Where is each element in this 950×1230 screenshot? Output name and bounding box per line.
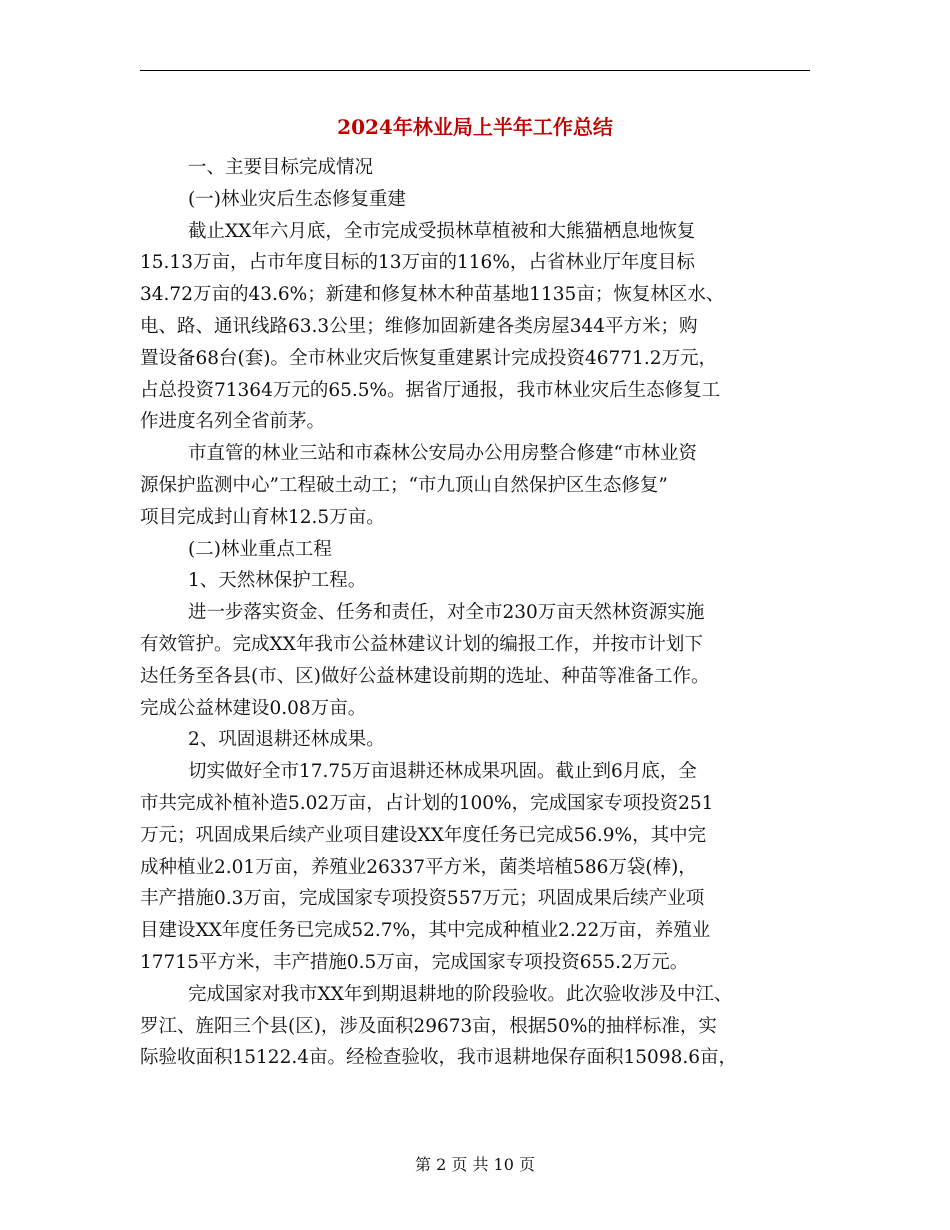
body-line: 一、主要目标完成情况 — [188, 157, 374, 178]
body-line: 丰产措施0.3万亩，完成国家专项投资557万元；巩固成果后续产业项 — [140, 888, 705, 910]
body-line: 罗江、旌阳三个县(区)，涉及面积29673亩，根据50%的抽样标准，实 — [140, 1015, 717, 1037]
body-line: 17715平方米，丰产措施0.5万亩，完成国家专项投资655.2万元。 — [140, 951, 689, 973]
body-line: 市直管的林业三站和市森林公安局办公用房整合修建“市林业资 — [188, 443, 697, 465]
body-line: 进一步落实资金、任务和责任，对全市230万亩天然林资源实施 — [188, 602, 705, 624]
body-line: 34.72万亩的43.6%；新建和修复林木种苗基地1135亩；恢复林区水、 — [140, 284, 725, 306]
page-footer: 第 2 页 共 10 页 — [415, 1155, 535, 1174]
body-line: 截止XX年六月底，全市完成受损林草植被和大熊猫栖息地恢复 — [188, 220, 696, 242]
body-line: 万元；巩固成果后续产业项目建设XX年度任务已完成56.9%，其中完 — [140, 824, 707, 846]
body-line: 切实做好全市17.75万亩退耕还林成果巩固。截止到6月底，全 — [188, 761, 697, 783]
body-line: 完成公益林建设0.08万亩。 — [140, 697, 367, 719]
body-line: 置设备68台(套)。全市林业灾后恢复重建累计完成投资46771.2万元， — [140, 347, 717, 369]
body-line: 有效管护。完成XX年我市公益林建议计划的编报工作，并按市计划下 — [140, 633, 703, 655]
body-line: 目建设XX年度任务已完成52.7%，其中完成种植业2.22万亩，养殖业 — [140, 920, 711, 942]
document-body — [140, 152, 812, 1074]
body-line: 作进度名列全省前茅。 — [140, 411, 326, 433]
body-line: 际验收面积15122.4亩。经检查验收，我市退耕地保存面积15098.6亩， — [140, 1047, 738, 1069]
body-line: 2、巩固退耕还林成果。 — [188, 729, 385, 751]
document-title: 2024年林业局上半年工作总结 — [337, 115, 613, 139]
body-line: 完成国家对我市XX年到期退耕地的阶段验收。此次验收涉及中江、 — [188, 983, 733, 1005]
body-line: 市共完成补植补造5.02万亩，占计划的100%，完成国家专项投资251 — [140, 792, 714, 814]
body-line: 15.13万亩，占市年度目标的13万亩的116%，占省林业厅年度目标 — [140, 252, 695, 274]
body-line: 电、路、通讯线路63.3公里；维修加固新建各类房屋344平方米；购 — [140, 315, 698, 337]
body-line: (一)林业灾后生态修复重建 — [188, 188, 406, 210]
body-line: 占总投资71364万元的65.5%。据省厅通报，我市林业灾后生态修复工 — [140, 379, 721, 401]
header-rule — [140, 70, 810, 71]
body-line: 达任务至各县(市、区)做好公益林建设前期的选址、种苗等准备工作。 — [140, 665, 710, 687]
body-line: 项目完成封山育林12.5万亩。 — [140, 506, 385, 528]
body-line: 1、天然林保护工程。 — [188, 570, 367, 592]
body-line: (二)林业重点工程 — [188, 538, 332, 560]
body-line: 源保护监测中心”工程破土动工；“市九顶山自然保护区生态修复” — [140, 474, 668, 496]
body-line: 成种植业2.01万亩，养殖业26337平方米，菌类培植586万袋(棒)， — [140, 856, 697, 878]
